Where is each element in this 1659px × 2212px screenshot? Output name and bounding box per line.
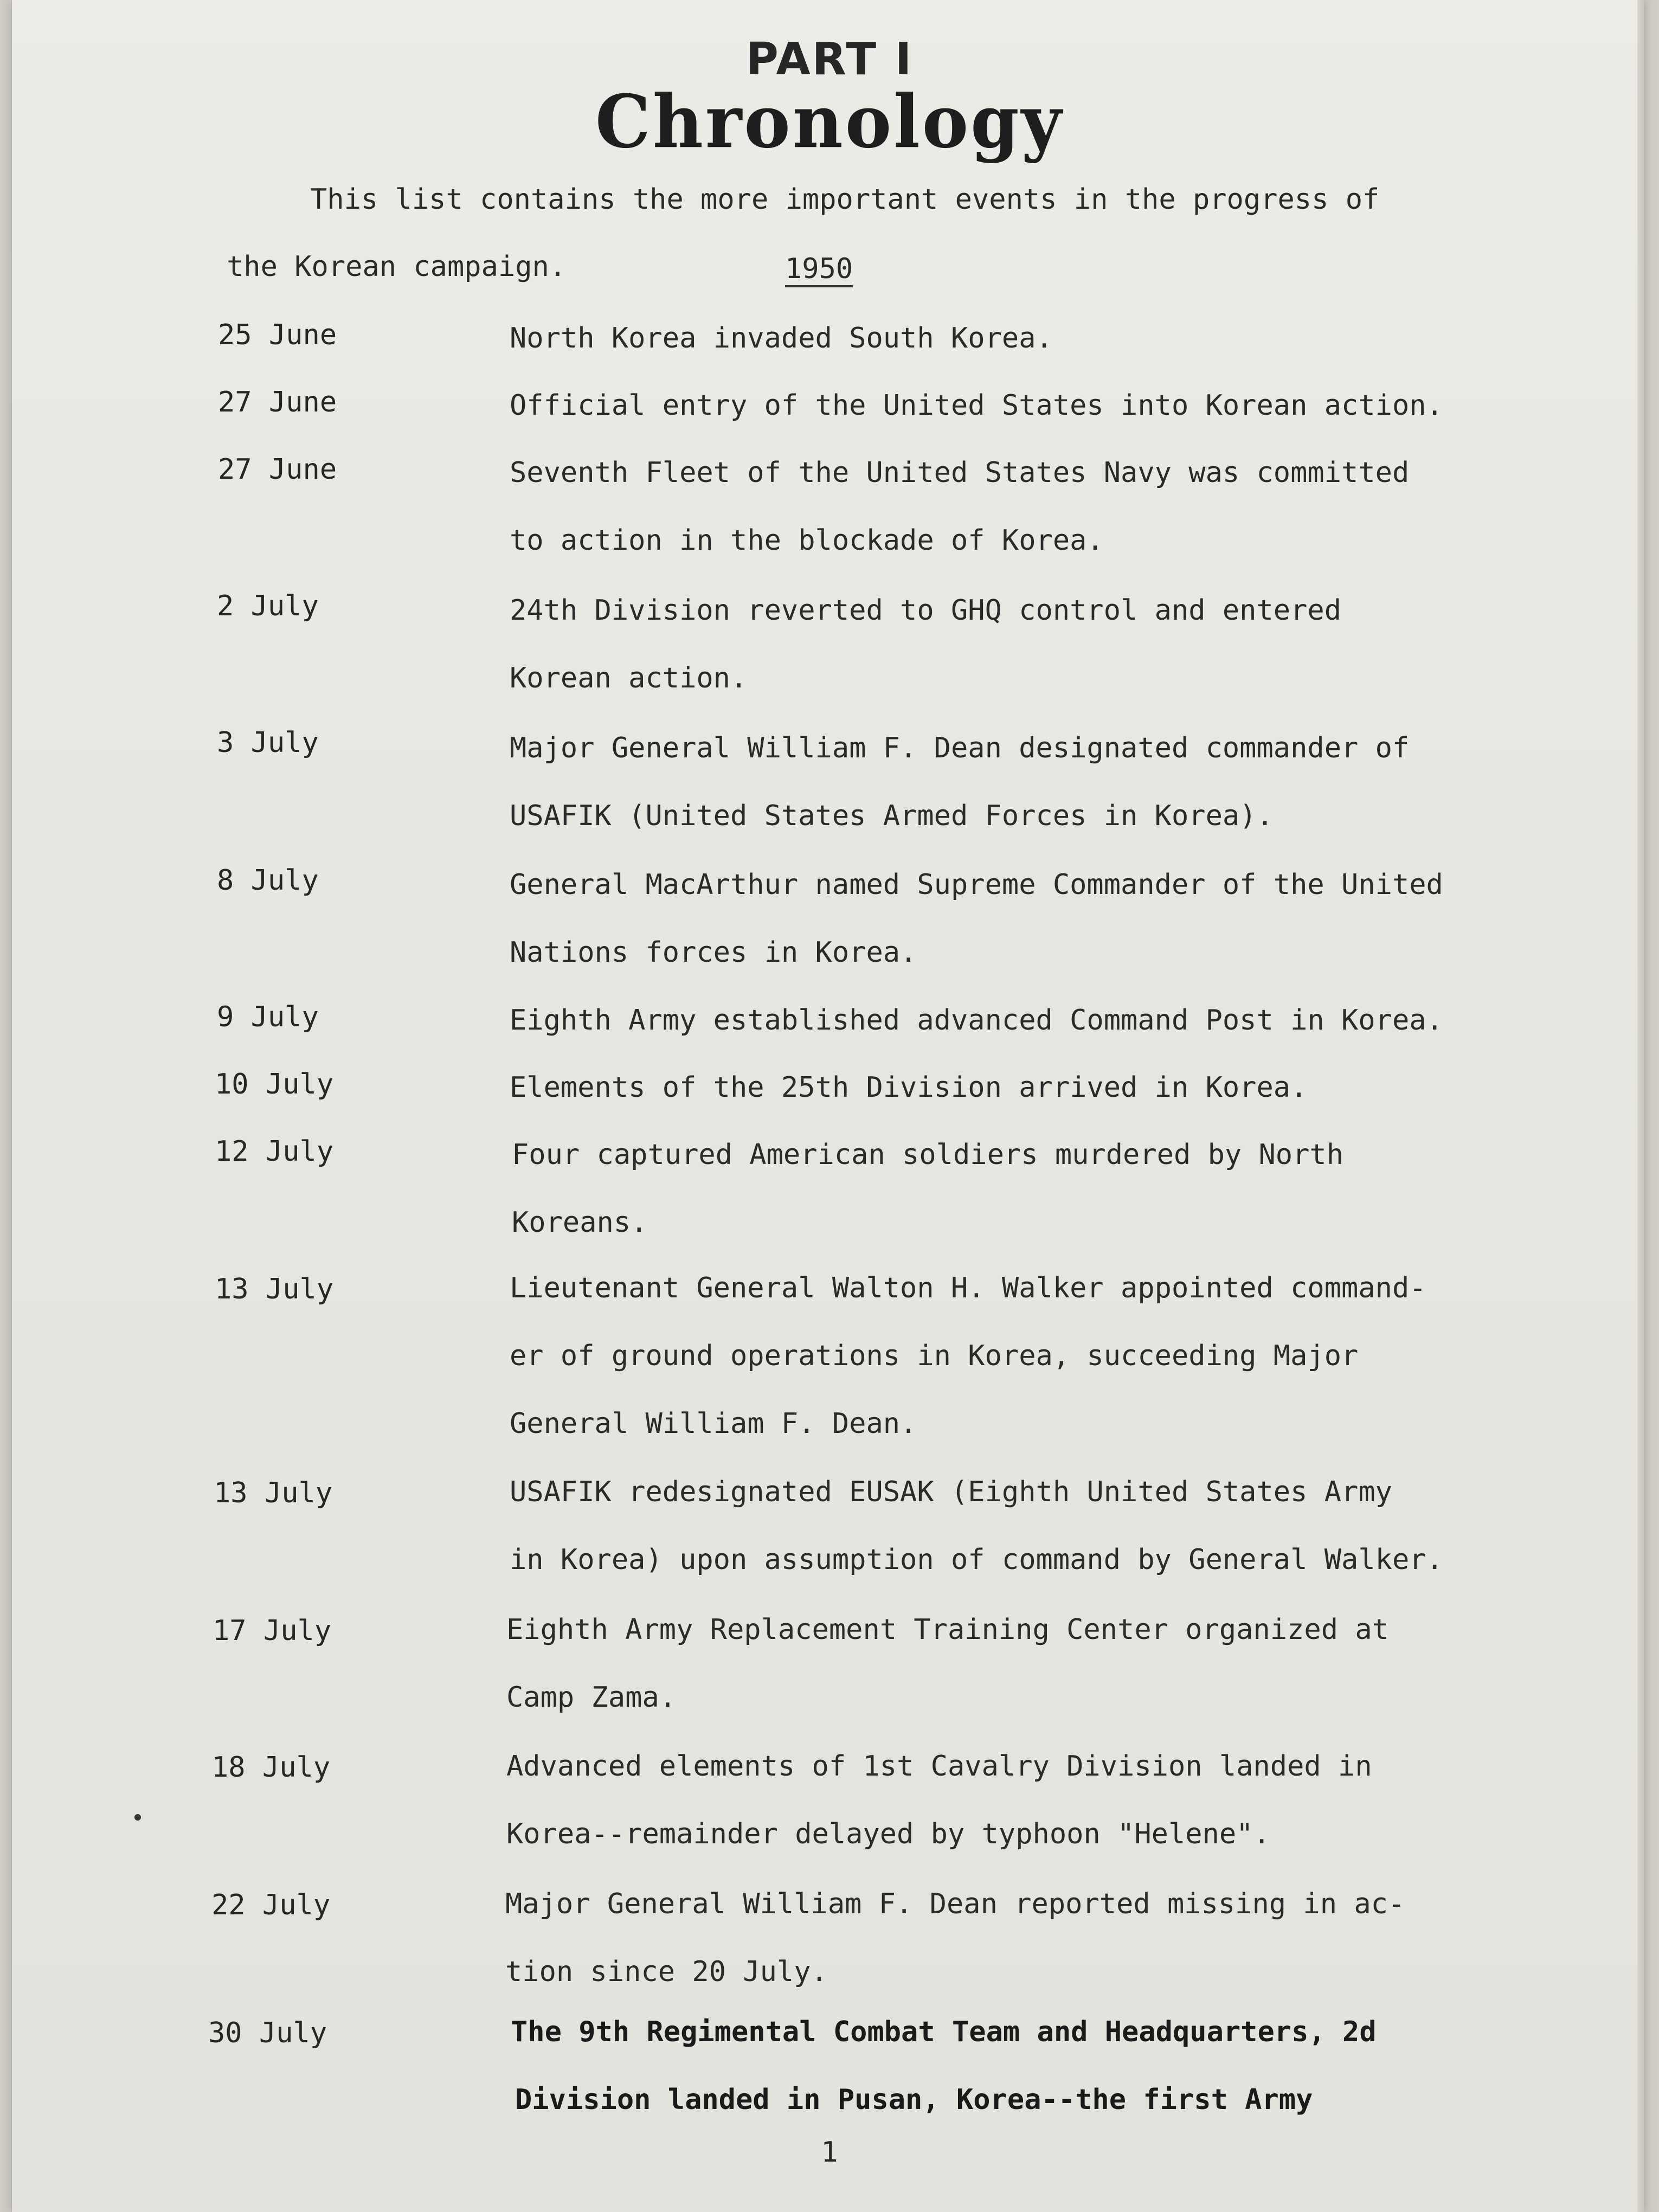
intro-line-1: This list contains the more important events in the progress of	[310, 183, 1380, 216]
page-edge	[1637, 0, 1644, 2212]
entry-line: in Korea) upon assumption of command by General Walker.	[510, 1544, 1443, 1576]
entry-text	[510, 1255, 1426, 1458]
entry-line: Eighth Army established advanced Command Post in Korea.	[510, 1004, 1443, 1037]
entry-line: Eighth Army Replacement Training Center organized at	[506, 1613, 1389, 1646]
entry-line: USAFIK redesignated EUSAK (Eighth United States Army	[510, 1476, 1392, 1508]
intro-line-2: the Korean campaign.	[227, 250, 567, 283]
entry-line: Koreans.	[512, 1206, 648, 1239]
entry-line: er of ground operations in Korea, succeeding Major	[510, 1340, 1359, 1372]
year-heading: 1950	[785, 255, 853, 287]
entry-line: Advanced elements of 1st Cavalry Division landed in	[506, 1750, 1372, 1783]
part-heading: PART I	[745, 34, 914, 85]
entry-line: Seventh Fleet of the United States Navy was committed	[510, 456, 1410, 489]
entry-date: 2 July	[217, 590, 319, 622]
entry-date: 27 June	[218, 453, 337, 486]
entry-date: 27 June	[218, 386, 337, 419]
entry-line: Camp Zama.	[506, 1681, 677, 1714]
entry-text	[510, 851, 1443, 987]
entry-line: North Korea invaded South Korea.	[510, 322, 1053, 355]
entry-line: Division landed in Pusan, Korea--the first Army	[515, 2084, 1313, 2116]
entry-text	[510, 305, 1053, 372]
entry-text	[510, 439, 1409, 575]
entry-text	[510, 372, 1443, 440]
entry-line: Four captured American soldiers murdered by North	[512, 1139, 1344, 1171]
entry-text	[510, 715, 1409, 850]
entry-date: 17 July	[213, 1615, 332, 1647]
entry-date: 3 July	[217, 726, 319, 759]
entry-line: Lieutenant General Walton H. Walker appointed command-	[510, 1272, 1426, 1304]
entry-line: Major General William F. Dean reported missing in ac-	[505, 1888, 1405, 1920]
entry-text	[512, 1121, 1343, 1257]
entry-text	[506, 1596, 1389, 1732]
entry-date: 13 July	[215, 1273, 334, 1306]
entry-text	[505, 1870, 1405, 2006]
entry-line: Major General William F. Dean designated commander of	[510, 732, 1410, 764]
entry-text	[510, 577, 1341, 712]
entry-date: 30 July	[208, 2017, 327, 2049]
entry-line: Official entry of the United States into Korean action.	[510, 389, 1443, 422]
entry-line: General William F. Dean.	[510, 1407, 917, 1440]
entry-date: 22 July	[211, 1889, 331, 1921]
entry-date: 12 July	[215, 1135, 334, 1168]
entry-text	[510, 987, 1443, 1054]
page-number: 1	[821, 2136, 838, 2169]
entry-line: Nations forces in Korea.	[510, 936, 917, 969]
entry-date: 10 July	[215, 1068, 334, 1101]
entry-text	[510, 1458, 1443, 1594]
entry-line: Korean action.	[510, 662, 748, 695]
entry-line: 24th Division reverted to GHQ control and entered	[510, 594, 1342, 627]
entry-line: Elements of the 25th Division arrived in Korea.	[510, 1071, 1308, 1104]
entry-line: to action in the blockade of Korea.	[510, 524, 1104, 557]
entry-text	[511, 1998, 1377, 2134]
entry-text	[506, 1733, 1372, 1868]
chronology-title: Chronology	[595, 79, 1064, 165]
entry-line: tion since 20 July.	[505, 1956, 828, 1988]
entry-date: 25 June	[218, 319, 337, 351]
entry-date: 13 July	[214, 1477, 333, 1509]
entry-line: General MacArthur named Supreme Commander of the United	[510, 869, 1443, 901]
entry-date: 18 July	[211, 1751, 331, 1784]
entry-line: Korea--remainder delayed by typhoon "Helene".	[506, 1818, 1270, 1850]
entry-line: The 9th Regimental Combat Team and Headquarters, 2d	[511, 2016, 1377, 2048]
ink-speck	[134, 1814, 141, 1821]
entry-text	[510, 1054, 1307, 1122]
entry-date: 8 July	[217, 864, 319, 897]
entry-date: 9 July	[217, 1001, 319, 1033]
entry-line: USAFIK (United States Armed Forces in Korea).	[510, 800, 1274, 832]
